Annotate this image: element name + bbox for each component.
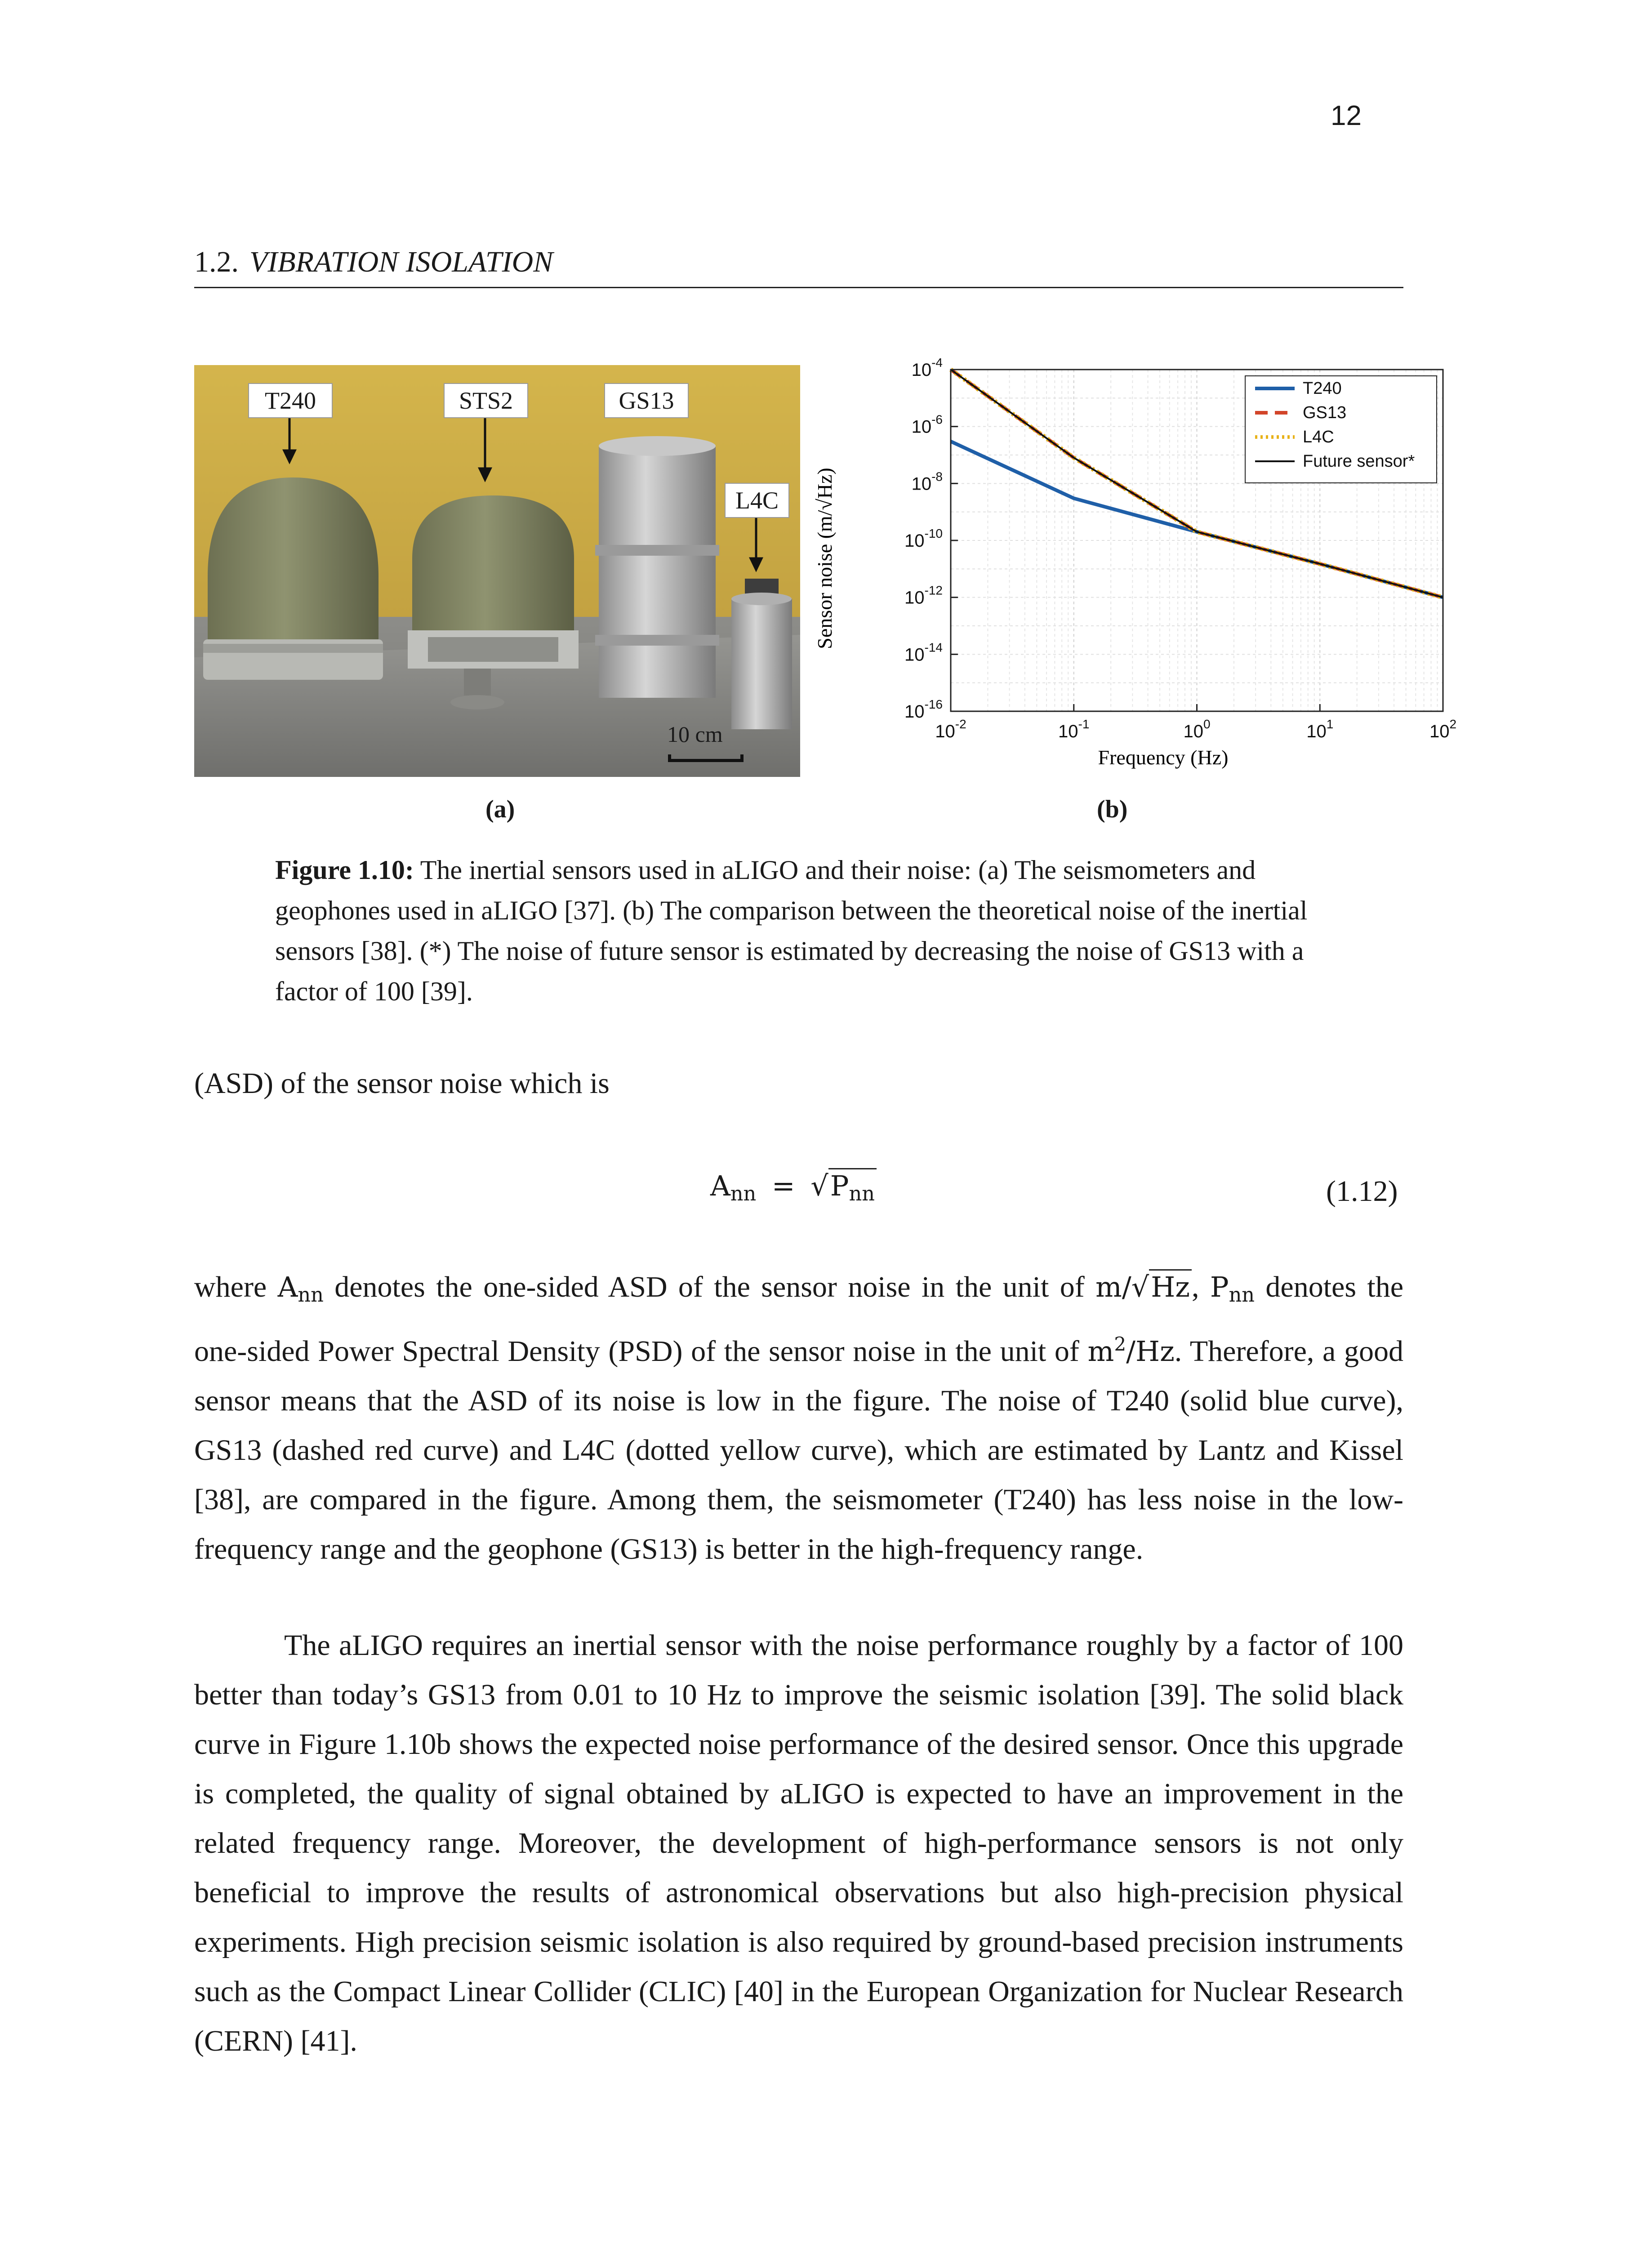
equation-rhs: $√P_{nn}$ <box>810 1168 877 1202</box>
x-tick-label: $10^2$ <box>1429 717 1457 741</box>
p1-part-c: , <box>1191 1271 1210 1303</box>
sensor-photo <box>194 365 800 777</box>
running-head <box>194 245 553 279</box>
photo-arrows <box>194 365 800 777</box>
l4c-label: L4C <box>725 483 789 518</box>
p1-part-a: where <box>194 1271 278 1303</box>
eq-rhs-symbol: P <box>830 1169 849 1202</box>
pnn-symbol: $P_{nn}$ <box>1210 1271 1255 1307</box>
figure-caption-label: Figure 1.10: <box>275 855 414 885</box>
legend-label: L4C <box>1303 428 1334 446</box>
unit-psd: $m^2/Hz$ <box>1087 1333 1175 1368</box>
y-tick-label: $10^{-6}$ <box>911 412 943 437</box>
y-tick-label: $10^{-4}$ <box>911 356 943 380</box>
eq-rhs-subscript: nn <box>849 1182 875 1206</box>
noise-chart-svg <box>805 346 1457 787</box>
subfigure-b-label: (b) <box>1097 795 1128 823</box>
noise-chart <box>805 346 1457 787</box>
y-tick-label: $10^{-8}$ <box>911 469 943 494</box>
scale-bar <box>668 754 744 762</box>
y-tick-label: $10^{-14}$ <box>904 640 943 665</box>
x-tick-label: $10^1$ <box>1306 717 1334 741</box>
y-tick-label: $10^{-10}$ <box>904 526 943 551</box>
y-tick-label: $10^{-16}$ <box>904 697 943 722</box>
legend-label: T240 <box>1303 379 1342 398</box>
p1-part-b: denotes the one-sided ASD of the sensor noise in the unit of <box>323 1271 1096 1303</box>
header-rule <box>194 287 1403 288</box>
unit-asd: m/√Hz <box>1095 1269 1192 1303</box>
section-number: 1.2. <box>194 245 239 278</box>
section-title: VIBRATION ISOLATION <box>249 245 553 278</box>
t240-label: T240 <box>248 383 333 418</box>
eq-lhs-symbol: A <box>710 1169 730 1202</box>
equation-number: (1.12) <box>1326 1175 1398 1208</box>
equation-1-12 <box>710 1169 877 1205</box>
gs13-label: GS13 <box>604 383 689 418</box>
eq-lhs-subscript: nn <box>730 1182 757 1206</box>
sts2-label: STS2 <box>444 383 528 418</box>
page-number: 12 <box>1331 100 1362 131</box>
x-tick-label: $10^{-1}$ <box>1058 717 1090 741</box>
y-tick-label: $10^{-12}$ <box>904 583 943 608</box>
ann-symbol: $A_{nn}$ <box>277 1271 324 1307</box>
equation-lhs <box>710 1169 757 1206</box>
intro-line: (ASD) of the sensor noise which is <box>194 1067 610 1100</box>
subfigure-a-label: (a) <box>485 795 515 823</box>
scale-bar-label: 10 cm <box>667 722 723 747</box>
legend-label: Future sensor* <box>1303 452 1415 471</box>
paragraph-1 <box>194 1262 1403 1574</box>
p1-part-d: denotes the one-sided Power Spectral Density (PSD) of the sensor noise in the unit of <box>194 1271 1404 1368</box>
x-tick-label: $10^0$ <box>1183 717 1211 741</box>
p1-part-e: . Therefore, a good sensor means that the ASD of its noise is low in the figure. The noise of T240 (solid blue curve), GS13 (dashed red curve) and L4C (dotted yellow curve), which are estimated by Lantz and Kissel [38], are compared in the figure. Among them, the seismometer (T240) has less noise in the low-frequency range and the geophone (GS13) is better in the high-frequency range. <box>194 1335 1403 1566</box>
paragraph-2: The aLIGO requires an inertial sensor with the noise performance roughly by a factor of 100 better than today’s GS13 from 0.01 to 10 Hz to improve the seismic isolation [39]. The solid black curve in Figure 1.10b shows the expected noise performance of the desired sensor. Once this upgrade is completed, the quality of signal obtained by aLIGO is expected to have an improvement in the related frequency range. Moreover, the development of high-performance sensors is not only beneficial to improve the results of astronomical observations but also high-precision physical experiments. High precision seismic isolation is also required by ground-based precision instruments such as the Compact Linear Collider (CLIC) [40] in the European Organization for Nuclear Research (CERN) [41]. <box>194 1629 1403 2057</box>
equation-equals: = <box>771 1169 795 1202</box>
x-axis-label: Frequency (Hz) <box>1098 746 1229 769</box>
figure-caption-text: The inertial sensors used in aLIGO and their noise: (a) The seismometers and geophones used in aLIGO [37]. (b) The comparison between the theoretical noise of the inertial sensors [38]. (*) The noise of future sensor is estimated by decreasing the noise of GS13 with a factor of 100 [39]. <box>275 855 1308 1006</box>
x-tick-label: $10^{-2}$ <box>935 717 966 741</box>
legend-label: GS13 <box>1303 403 1347 422</box>
figure-caption <box>275 850 1336 1012</box>
y-axis-label: Sensor noise (m/√Hz) <box>813 468 836 649</box>
